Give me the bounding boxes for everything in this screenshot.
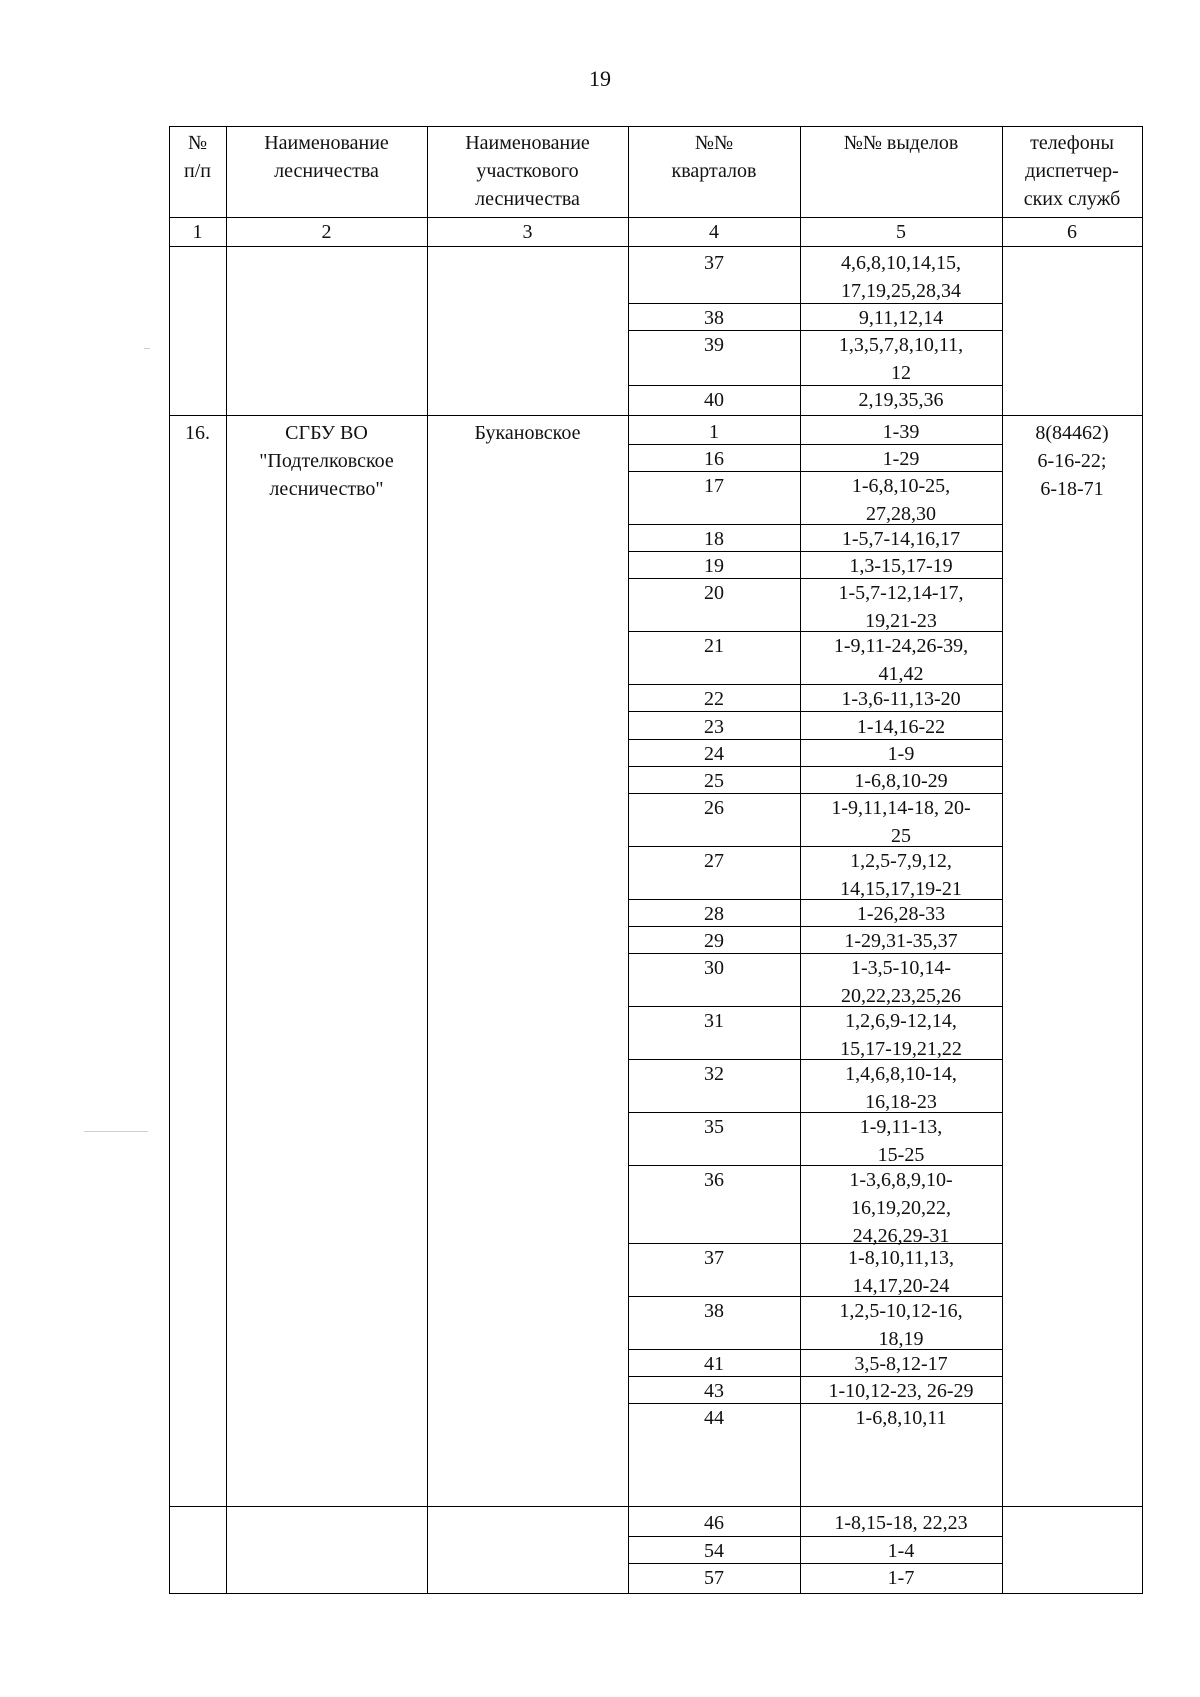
column-index: 6 [1067,221,1077,243]
vydely-cell: 3,5-8,12-17 [854,1353,948,1375]
table-row [628,579,1002,632]
table-row [628,1007,1002,1060]
vydely-cell: 1-9,11-13, 15-25 [859,1116,943,1166]
table-row [628,767,1002,794]
kvartal-cell: 18 [704,528,724,551]
kvartal-cell: 30 [704,957,724,979]
kvartal-cell: 43 [704,1380,724,1403]
kvartal-cell: 44 [704,1407,724,1430]
table-row [628,552,1002,579]
table-row [628,445,1002,472]
table-row [628,1297,1002,1350]
vydely-cell: 4,6,8,10,14,15, 17,19,25,28,34 [841,252,961,302]
kvartal-cell: 41 [704,1353,724,1375]
kvartal-cell: 38 [704,1300,724,1322]
kvartal-cell: 35 [704,1116,724,1138]
table-row [628,1244,1002,1297]
page-number: 19 [589,66,611,91]
lesnichestvo-name: СГБУ ВО "Подтелковское лесничество" [259,422,394,500]
table-row [628,685,1002,712]
vydely-cell: 1-29 [882,448,920,471]
kvartal-cell: 54 [704,1539,724,1562]
vydely-cell: 1-6,8,10-25, 27,28,30 [851,475,951,526]
kvartal-cell: 28 [704,902,724,925]
kvartal-cell: 36 [704,1169,724,1191]
kvartal-cell: 26 [704,796,724,819]
vydely-cell: 1-9 [887,742,915,765]
header-cell: № п/п [184,132,211,182]
vydely-cell: 1,3-15,17-19 [849,555,953,578]
table-row [628,1509,1002,1537]
table-row [628,1113,1002,1166]
kvartal-cell: 32 [704,1063,724,1085]
kvartal-cell: 19 [704,555,724,578]
table-row [628,954,1002,1007]
header-cell: №№ кварталов [671,132,757,182]
table-group-16 [169,415,1143,1507]
vydely-cell: 1-4 [887,1539,915,1562]
vydely-cell: 1-9,11-24,26-39, 41,42 [833,635,969,686]
kvartal-cell: 37 [704,1247,724,1269]
table-row [628,249,1002,304]
uchastkovoe-name: Букановское [474,422,581,444]
vydely-cell: 1-9,11,14-18, 20- 25 [831,796,971,847]
kvartal-cell: 29 [704,929,724,952]
kvartal-cell: 38 [704,306,724,329]
vydely-cell: 1-29,31-35,37 [844,929,958,952]
kvartal-cell: 22 [704,688,724,711]
kvartal-cell: 27 [704,849,724,872]
table-row [628,900,1002,927]
header-cell: телефоны диспетчер- ских служб [1023,132,1121,210]
column-index: 2 [321,221,332,243]
table-group-continued [169,246,1143,416]
kvartal-cell: 40 [704,388,724,411]
vydely-cell: 1-7 [887,1567,915,1589]
kvartal-cell: 24 [704,742,724,765]
kvartal-cell: 37 [704,252,724,274]
table-row [628,1166,1002,1247]
dispatch-phones: 8(84462) 6-16-22; 6-18-71 [1035,422,1109,500]
vydely-cell: 1-3,6-11,13-20 [841,688,961,711]
vydely-cell: 1-5,7-12,14-17, 19,21-23 [838,582,964,633]
vydely-cell: 1-26,28-33 [856,902,946,925]
vydely-cell: 1-6,8,10,11 [855,1407,947,1430]
kvartal-cell: 39 [704,334,724,356]
table-row [628,847,1002,900]
vydely-cell: 1-3,6,8,9,10- 16,19,20,22, 24,26,29-31 [849,1169,953,1247]
table-group-tail [169,1506,1143,1594]
kvartal-cell: 31 [704,1010,724,1032]
header-cell: Наименование участкового лесничества [465,132,590,210]
table-row [628,927,1002,954]
vydely-cell: 1,2,6,9-12,14, 15,17-19,21,22 [840,1010,962,1060]
kvartal-cell: 46 [704,1512,724,1534]
vydely-cell: 1,4,6,8,10-14, 16,18-23 [845,1063,957,1113]
table-row [628,1377,1002,1404]
vydely-cell: 1-8,15-18, 22,23 [834,1512,968,1534]
column-index: 4 [709,221,719,243]
table-row [628,304,1002,332]
table-row [628,331,1002,386]
header-cell: №№ выделов [843,132,959,154]
table-row [628,632,1002,685]
vydely-cell: 1-5,7-14,16,17 [841,528,961,551]
vydely-cell: 9,11,12,14 [858,306,944,329]
table-row [628,1350,1002,1377]
table-row [628,386,1002,414]
scan-mark [84,1131,148,1132]
vydely-cell: 1-10,12-23, 26-29 [828,1380,974,1403]
vydely-cell: 1-6,8,10-29 [854,769,948,792]
vydely-cell: 1-8,10,11,13, 14,17,20-24 [848,1247,954,1297]
table-row [628,1060,1002,1113]
table-row [628,418,1002,445]
column-index: 3 [522,221,533,243]
header-cell: Наименование лесничества [264,132,389,182]
table-header [169,126,1143,247]
table-row [628,1537,1002,1565]
vydely-cell: 1,2,5-7,9,12, 14,15,17,19-21 [840,849,962,900]
table-row [628,1404,1002,1431]
kvartal-cell: 21 [704,635,724,658]
kvartal-cell: 17 [704,475,724,498]
vydely-cell: 1-14,16-22 [856,715,946,738]
vydely-cell: 1,3,5,7,8,10,11, 12 [838,334,964,384]
kvartal-cell: 23 [704,715,724,738]
kvartal-cell: 25 [704,769,724,792]
table-row [628,713,1002,740]
kvartal-cell: 57 [704,1567,724,1589]
kvartal-cell: 1 [709,421,719,443]
table-row [628,525,1002,552]
table-row [628,1564,1002,1592]
vydely-cell: 1-39 [882,421,920,443]
kvartal-cell: 16 [704,448,724,471]
scan-mark [144,348,150,349]
table-row [628,472,1002,525]
vydely-cell: 1,2,5-10,12-16, 18,19 [839,1300,963,1350]
row-number: 16. [185,422,210,444]
column-index: 5 [896,221,906,243]
vydely-cell: 1-3,5-10,14- 20,22,23,25,26 [841,957,961,1007]
table-row [628,794,1002,847]
kvartal-cell: 20 [704,582,724,605]
vydely-cell: 2,19,35,36 [858,388,944,411]
column-index: 1 [192,221,203,243]
table-row [628,740,1002,767]
